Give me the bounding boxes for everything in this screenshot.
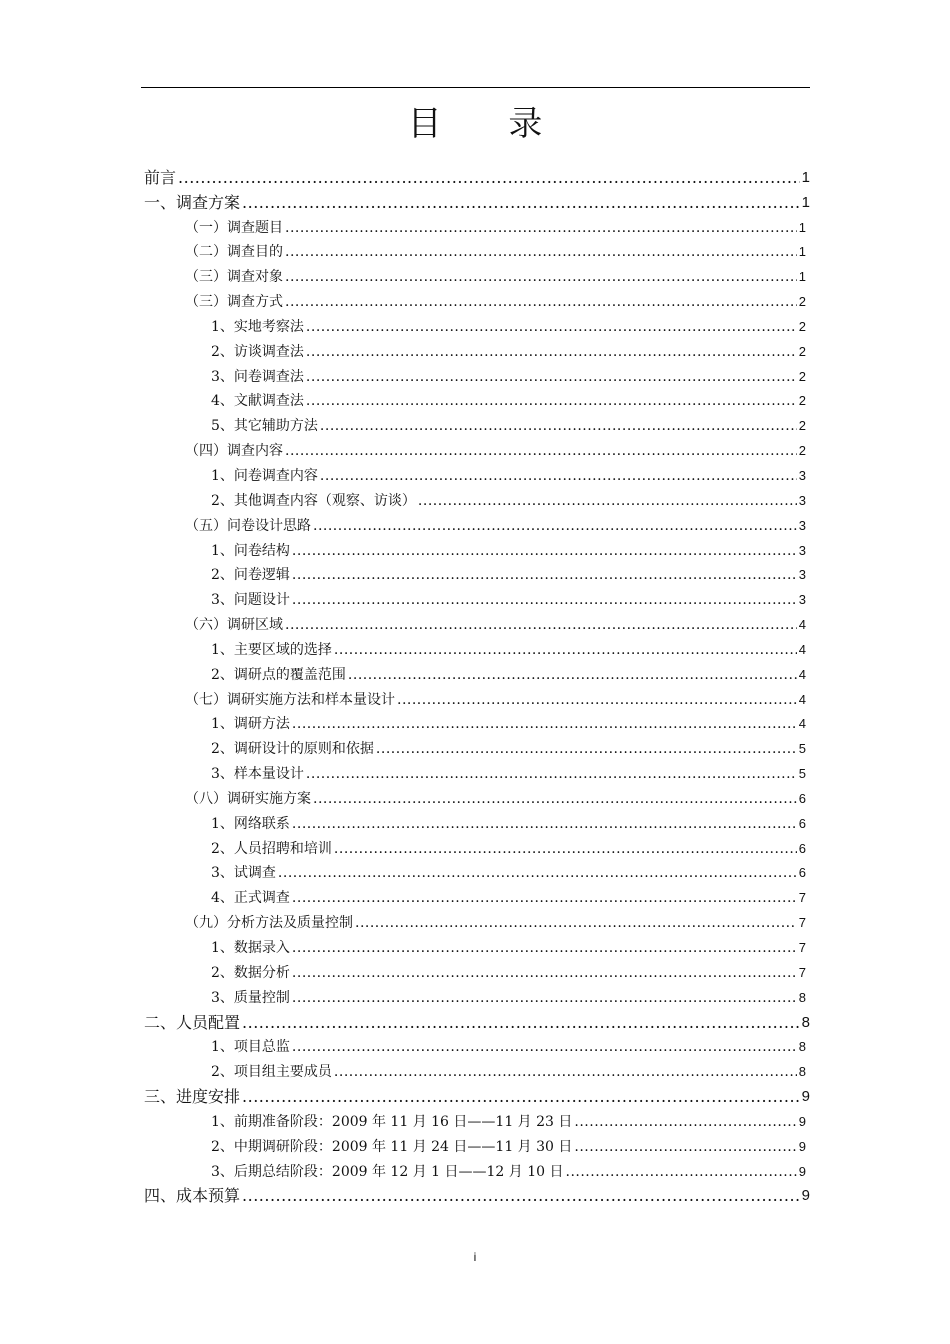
dot-leader	[285, 290, 797, 314]
dot-leader	[397, 688, 797, 712]
dot-leader	[306, 340, 797, 364]
toc-entry-page: 9	[801, 1088, 810, 1106]
page-title: 目 录	[407, 104, 571, 144]
dot-leader	[178, 166, 800, 190]
toc-entry-text: 前言	[144, 167, 177, 187]
toc-entry[interactable]	[141, 215, 810, 240]
toc-entry-text: 1、数据录入	[211, 940, 290, 956]
toc-entry[interactable]	[141, 1184, 810, 1209]
toc-entry-text: （七）调研实施方法和样本量设计	[185, 691, 395, 708]
toc-entry-page: 3	[798, 467, 806, 483]
toc-entry-page: 6	[798, 790, 806, 806]
dot-leader	[292, 712, 797, 736]
toc-entry-page: 8	[798, 1039, 806, 1055]
toc-entry[interactable]	[141, 712, 810, 737]
toc-entry-text: 2、调研设计的原则和依据	[211, 741, 374, 758]
dot-leader	[292, 539, 797, 563]
toc-entry-text: （四）调查内容	[185, 443, 283, 460]
toc-entry-text: 5、其它辅助方法	[211, 418, 318, 435]
toc-entry-text: （一）调查题目	[185, 219, 283, 236]
toc-entry-page: 9	[798, 1138, 806, 1154]
toc-entry[interactable]	[141, 240, 810, 265]
toc-entry-page: 2	[798, 343, 806, 359]
toc-entry-text: 1、项目总监	[211, 1039, 290, 1056]
toc-entry-text: （九）分析方法及质量控制	[185, 915, 353, 932]
dot-leader	[292, 588, 797, 612]
toc-entry-page: 7	[798, 964, 806, 980]
dot-leader	[292, 563, 797, 587]
toc-entry[interactable]	[141, 165, 810, 190]
dot-leader	[306, 389, 797, 413]
dot-leader	[334, 1060, 797, 1084]
toc-entry[interactable]	[141, 1159, 810, 1184]
toc-entry-text: 一、调查方案	[144, 192, 241, 212]
toc-entry-text: 3、质量控制	[211, 989, 290, 1006]
dot-leader	[285, 439, 797, 463]
dot-leader	[574, 1110, 796, 1134]
toc-entry-page: 4	[798, 691, 806, 707]
toc-entry-page: 7	[798, 940, 806, 955]
toc-entry[interactable]	[141, 364, 810, 389]
toc-entry-text: 1、网络联系	[211, 815, 290, 832]
toc-entry-text: 1、问卷调查内容	[211, 467, 318, 484]
toc-entry-text: 4、文献调查法	[211, 393, 304, 410]
toc-entry-text: 2、人员招聘和培训	[211, 840, 332, 857]
toc-entry-text: 2、项目组主要成员	[211, 1064, 332, 1081]
dot-leader	[285, 216, 797, 240]
toc-entry[interactable]	[141, 910, 810, 935]
toc-entry-text: 1、调研方法	[211, 716, 290, 733]
toc-entry-text: 2、中期调研阶段：2009 年 11 月 24 日——11 月 30 日	[211, 1138, 573, 1155]
dot-leader	[278, 861, 797, 885]
toc-entry[interactable]	[141, 637, 810, 662]
dot-leader	[334, 638, 797, 662]
dot-leader	[292, 886, 797, 910]
toc-entry[interactable]	[141, 662, 810, 687]
toc-entry-page: 9	[798, 1113, 806, 1129]
dot-leader	[292, 812, 797, 836]
toc-entry[interactable]	[141, 861, 810, 886]
dot-leader	[292, 936, 797, 960]
toc-entry[interactable]	[141, 1134, 810, 1159]
toc-entry-text: 2、访谈调查法	[211, 343, 304, 360]
toc-entry-page: 9	[801, 1187, 810, 1205]
toc-entry-page: 7	[798, 915, 806, 931]
dot-leader	[313, 514, 797, 538]
toc-entry-page: 2	[798, 393, 806, 409]
toc-entry[interactable]	[141, 264, 810, 289]
toc-entry-text: 1、主要区域的选择	[211, 641, 332, 658]
dot-leader	[285, 240, 797, 264]
page-number-footer: i	[473, 1250, 477, 1264]
dot-leader	[285, 613, 797, 637]
toc-entry-page: 1	[798, 269, 806, 285]
toc-entry[interactable]	[141, 190, 810, 215]
toc-entry[interactable]	[141, 985, 810, 1010]
toc-entry-page: 8	[798, 1064, 806, 1080]
toc-entry-text: 2、数据分析	[211, 964, 290, 981]
toc-entry-text: （六）调研区域	[185, 617, 283, 634]
toc-entry-page: 2	[798, 368, 806, 384]
toc-entry-page: 4	[798, 617, 806, 633]
toc-entry[interactable]	[141, 687, 810, 712]
toc-entry-page: 3	[798, 492, 806, 508]
dot-leader	[306, 365, 797, 389]
toc-entry-text: 三、进度安排	[144, 1087, 241, 1107]
toc-entry[interactable]	[141, 339, 810, 364]
toc-entry-text: 3、问卷调查法	[211, 368, 304, 385]
toc-entry-page: 7	[798, 890, 806, 906]
toc-entry-text: （八）调研实施方案	[185, 790, 311, 807]
toc-entry-text: 二、人员配置	[144, 1012, 241, 1032]
dot-leader	[320, 414, 797, 438]
toc-entry-page: 3	[798, 567, 806, 583]
toc-entry-text: （三）调查对象	[185, 269, 283, 286]
dot-leader	[242, 191, 800, 215]
toc-entry[interactable]	[141, 289, 810, 314]
toc-entry-page: 5	[798, 766, 806, 782]
toc-entry-page: 1	[801, 193, 810, 211]
toc-entry[interactable]	[141, 538, 810, 563]
toc-entry-page: 8	[801, 1013, 810, 1031]
dot-leader	[292, 961, 797, 985]
toc-entry[interactable]	[141, 314, 810, 339]
toc-entry-page: 4	[798, 641, 806, 657]
dot-leader	[292, 1035, 797, 1059]
toc-entry[interactable]	[141, 761, 810, 786]
toc-entry[interactable]	[141, 736, 810, 761]
toc-entry-page: 6	[798, 815, 806, 831]
header-rule	[141, 87, 810, 88]
toc-entry[interactable]	[141, 1010, 810, 1035]
dot-leader	[306, 315, 797, 339]
toc-entry[interactable]	[141, 612, 810, 637]
toc-entry-text: 4、正式调查	[211, 890, 290, 907]
toc-entry-page: 6	[798, 865, 806, 881]
toc-entry-page: 5	[798, 741, 806, 757]
toc-entry-page: 2	[798, 418, 806, 434]
dot-leader	[313, 787, 797, 811]
toc-entry-text: 1、实地考察法	[211, 318, 304, 335]
dot-leader	[242, 1011, 800, 1035]
toc-entry[interactable]	[141, 389, 810, 414]
toc-entry-page: 9	[798, 1163, 806, 1179]
toc-entry-page: 6	[798, 840, 806, 856]
toc-entry[interactable]	[141, 463, 810, 488]
toc-entry-page: 1	[801, 168, 810, 186]
dot-leader	[348, 663, 797, 687]
toc-entry-text: 2、其他调查内容（观察、访谈）	[211, 492, 416, 509]
toc-entry-page: 2	[798, 318, 806, 334]
dot-leader	[285, 265, 797, 289]
toc-entry[interactable]	[141, 885, 810, 910]
toc-entry-page: 2	[798, 443, 806, 459]
toc-entry-page: 3	[798, 592, 806, 608]
dot-leader	[334, 837, 797, 861]
dot-leader	[292, 986, 797, 1010]
toc-entry[interactable]	[141, 488, 810, 513]
dot-leader	[355, 911, 797, 935]
toc-entry-text: 3、后期总结阶段：2009 年 12 月 1 日——12 月 10 日	[211, 1163, 564, 1180]
toc-entry[interactable]	[141, 811, 810, 836]
dot-leader	[376, 737, 797, 761]
toc-entry-page: 4	[798, 716, 806, 732]
toc-entry-page: 2	[798, 294, 806, 310]
toc-entry-text: 四、成本预算	[144, 1186, 241, 1206]
toc-entry[interactable]	[141, 1059, 810, 1084]
toc-entry-text: （三）调查方式	[185, 294, 283, 311]
toc-entry-page: 3	[798, 517, 806, 533]
dot-leader	[306, 762, 797, 786]
dot-leader	[242, 1184, 800, 1208]
toc-entry-page: 1	[798, 219, 806, 235]
dot-leader	[574, 1135, 796, 1159]
toc-entry-text: 3、样本量设计	[211, 766, 304, 783]
toc-entry[interactable]	[141, 935, 810, 960]
toc-entry[interactable]	[141, 786, 810, 811]
toc-entry-text: 2、调研点的覆盖范围	[211, 666, 346, 683]
table-of-contents	[141, 165, 810, 1208]
toc-entry-text: 2、问卷逻辑	[211, 567, 290, 584]
toc-entry[interactable]	[141, 960, 810, 985]
dot-leader	[566, 1160, 797, 1184]
dot-leader	[418, 489, 797, 513]
toc-entry[interactable]	[141, 587, 810, 612]
dot-leader	[242, 1085, 800, 1109]
toc-entry[interactable]	[141, 836, 810, 861]
toc-entry-text: 3、试调查	[211, 865, 276, 882]
toc-entry[interactable]	[141, 513, 810, 538]
toc-entry[interactable]	[141, 1109, 810, 1134]
toc-entry[interactable]	[141, 413, 810, 438]
toc-entry-page: 4	[798, 666, 806, 682]
toc-entry[interactable]	[141, 1035, 810, 1060]
toc-entry-text: 1、前期准备阶段：2009 年 11 月 16 日——11 月 23 日	[211, 1113, 573, 1130]
toc-entry[interactable]	[141, 438, 810, 463]
toc-entry-page: 1	[798, 244, 806, 260]
toc-entry-text: （五）问卷设计思路	[185, 517, 311, 534]
toc-entry-text: 1、问卷结构	[211, 542, 290, 559]
toc-entry[interactable]	[141, 1084, 810, 1109]
toc-entry-text: 3、问题设计	[211, 592, 290, 609]
toc-entry-page: 3	[798, 542, 806, 558]
toc-entry-text: （二）调查目的	[185, 244, 283, 261]
toc-entry-page: 8	[798, 989, 806, 1005]
dot-leader	[320, 464, 797, 488]
toc-entry[interactable]	[141, 563, 810, 588]
